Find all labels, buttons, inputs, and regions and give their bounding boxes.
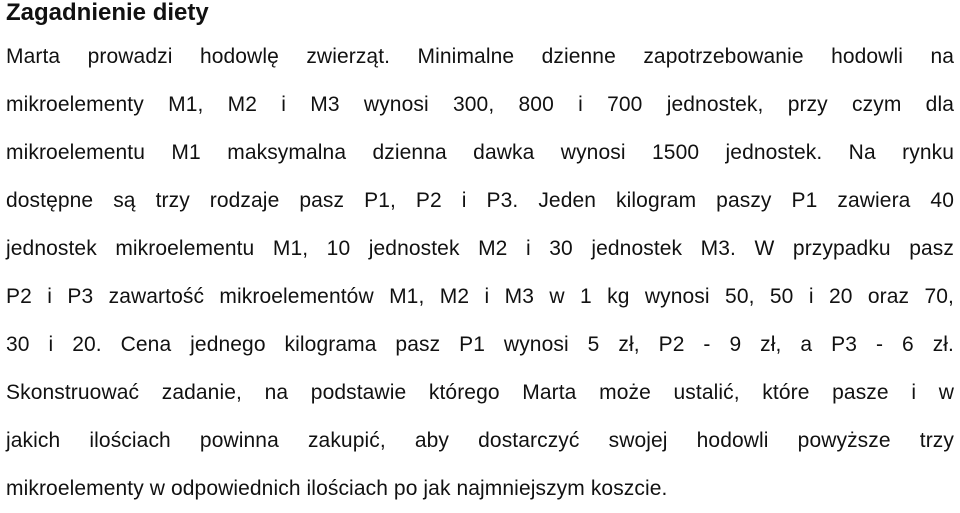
paragraph-line: P2 i P3 zawartość mikroelementów M1, M2 i M3 w 1 kg wynosi 50, 50 i 20 oraz 70,	[6, 285, 954, 308]
document-page	[6, 0, 954, 500]
paragraph-line: mikroelementy M1, M2 i M3 wynosi 300, 800 i 700 jednostek, przy czym dla	[6, 93, 954, 116]
paragraph-line: Marta prowadzi hodowlę zwierząt. Minimalne dzienne zapotrzebowanie hodowli na	[6, 45, 954, 68]
paragraph-line: 30 i 20. Cena jednego kilograma pasz P1 wynosi 5 zł, P2 - 9 zł, a P3 - 6 zł.	[6, 333, 954, 356]
document-title: Zagadnienie diety	[6, 0, 209, 26]
paragraph-line: mikroelementu M1 maksymalna dzienna dawka wynosi 1500 jednostek. Na rynku	[6, 141, 954, 164]
paragraph-line: dostępne są trzy rodzaje pasz P1, P2 i P3. Jeden kilogram paszy P1 zawiera 40	[6, 189, 954, 212]
paragraph-line: jednostek mikroelementu M1, 10 jednostek M2 i 30 jednostek M3. W przypadku pasz	[6, 237, 954, 260]
paragraph-line: Skonstruować zadanie, na podstawie którego Marta może ustalić, które pasze i w	[6, 381, 954, 404]
problem-paragraph	[6, 33, 954, 513]
paragraph-line: jakich ilościach powinna zakupić, aby dostarczyć swojej hodowli powyższe trzy	[6, 429, 954, 452]
paragraph-line: mikroelementy w odpowiednich ilościach po jak najmniejszym koszcie.	[6, 477, 668, 500]
